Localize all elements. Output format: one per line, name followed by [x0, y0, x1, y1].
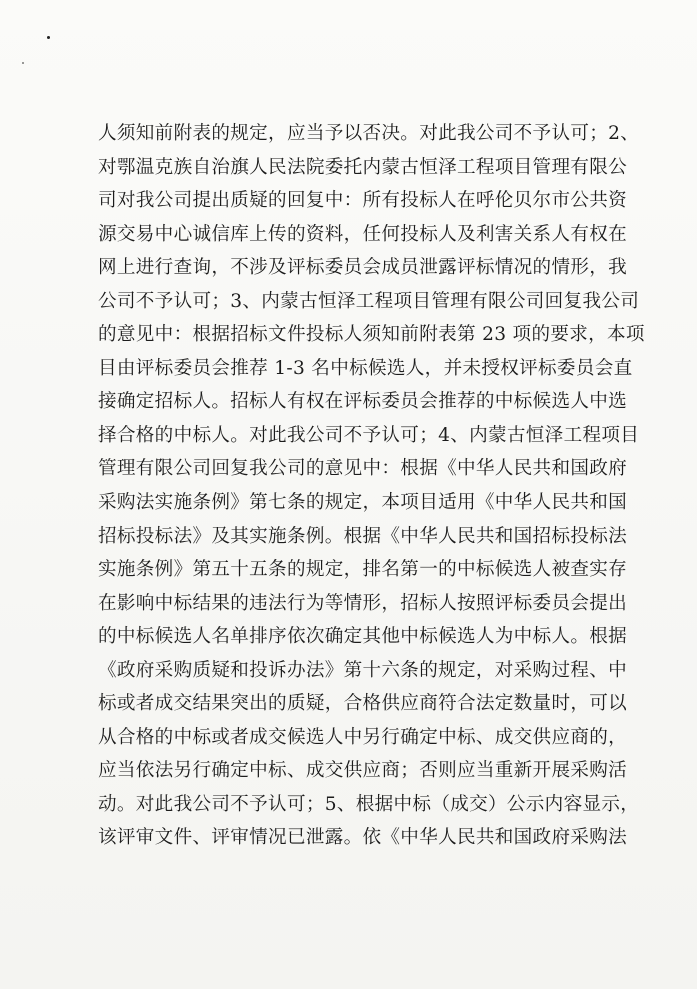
- text-line: 目由评标委员会推荐 1-3 名中标候选人，并未授权评标委员会直: [98, 357, 633, 379]
- text-line: 的意见中：根据招标文件投标人须知前附表第 23 项的要求，本项: [98, 324, 645, 346]
- text-line: 司对我公司提出质疑的回复中：所有投标人在呼伦贝尔市公共资: [98, 190, 628, 212]
- text-line: 网上进行查询，不涉及评标委员会成员泄露评标情况的情形，我: [98, 257, 628, 279]
- text-line: 人须知前附表的规定，应当予以否决。对此我公司不予认可；2、: [98, 123, 640, 144]
- text-line: 采购法实施条例》第七条的规定，本项目适用《中华人民共和国: [98, 492, 628, 514]
- body-text: [98, 117, 645, 855]
- text-line: 在影响中标结果的违法行为等情形，招标人按照评标委员会提出: [98, 592, 628, 614]
- text-line: 源交易中心诚信库上传的资料，任何投标人及利害关系人有权在: [98, 223, 628, 245]
- text-line: 的中标候选人名单排序依次确定其他中标候选人为中标人。根据: [98, 626, 628, 648]
- text-line: 动。对此我公司不予认可；5、根据中标（成交）公示内容显示，: [98, 793, 640, 815]
- text-line: 《政府采购质疑和投诉办法》第十六条的规定，对采购过程、中: [98, 659, 628, 681]
- text-line: 管理有限公司回复我公司的意见中：根据《中华人民共和国政府: [98, 458, 628, 480]
- text-line: 接确定招标人。招标人有权在评标委员会推荐的中标候选人中选: [98, 391, 628, 413]
- text-line: 公司不予认可；3、内蒙古恒泽工程项目管理有限公司回复我公司: [98, 290, 640, 312]
- text-line: 实施条例》第五十五条的规定，排名第一的中标候选人被查实存: [98, 559, 628, 581]
- scan-speck: [47, 36, 50, 39]
- text-line: 应当依法另行确定中标、成交供应商；否则应当重新开展采购活: [98, 760, 628, 782]
- text-line: 择合格的中标人。对此我公司不予认可；4、内蒙古恒泽工程项目: [98, 424, 640, 446]
- text-line: 对鄂温克族自治旗人民法院委托内蒙古恒泽工程项目管理有限公: [98, 156, 628, 178]
- scan-speck: [22, 62, 24, 64]
- text-line: 招标投标法》及其实施条例。根据《中华人民共和国招标投标法: [98, 525, 628, 547]
- text-line: 标或者成交结果突出的质疑，合格供应商符合法定数量时，可以: [98, 693, 628, 715]
- text-line: 从合格的中标或者成交候选人中另行确定中标、成交供应商的，: [98, 726, 628, 748]
- text-line: 该评审文件、评审情况已泄露。依《中华人民共和国政府采购法: [98, 827, 628, 849]
